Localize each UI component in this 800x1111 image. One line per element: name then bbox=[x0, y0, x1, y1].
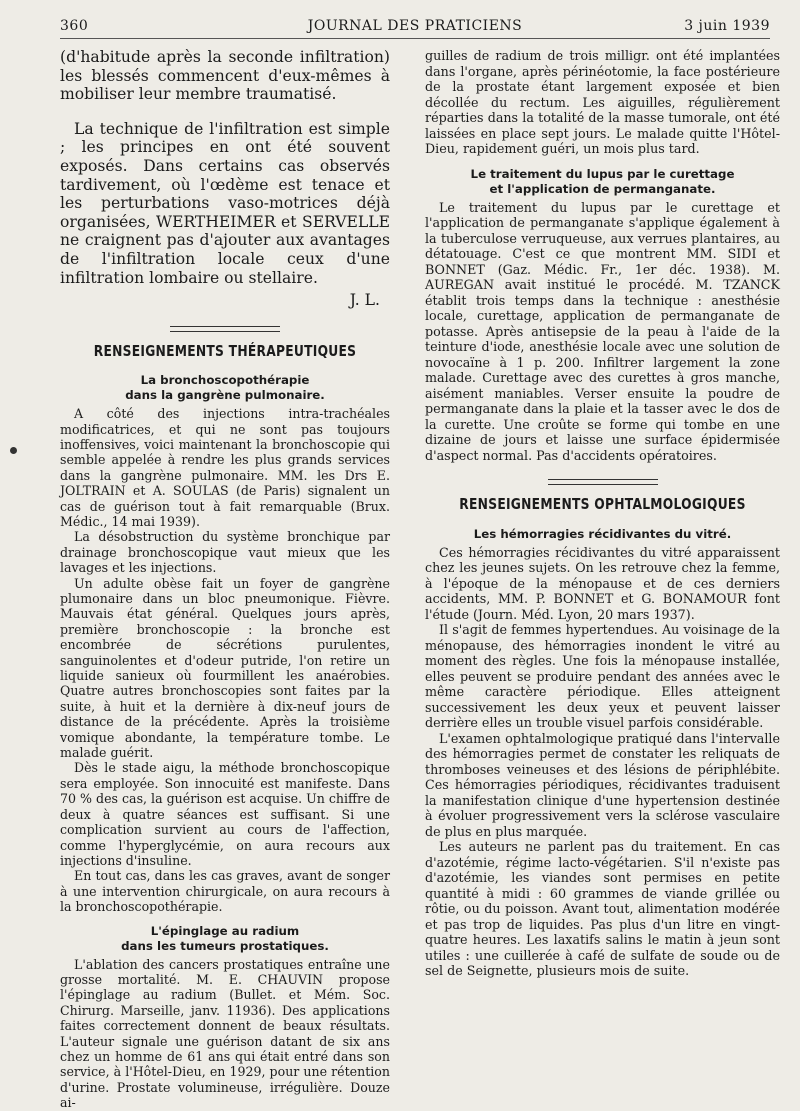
article-paragraph: Les auteurs ne parlent pas du traitement. En cas d'azotémie, régime lacto-végétarien. S'il n'existe pas d'azotémie, les viandes sont permises en petite quantité à midi : 60 grammes de viande grillée ou rôtie, ou du poisson. Avant tout, alimentation modérée et pas trop de liquides. Pas plus d'un litre en vingt-quatre heures. Les laxatifs salins le matin à jeun sont utiles : une cuillerée à café de sulfate de soude ou de sel de Seignette, plusieurs mois de suite. bbox=[425, 839, 780, 978]
article-title-line: et l'application de permanganate. bbox=[489, 181, 716, 196]
article-title-epinglage bbox=[60, 924, 390, 954]
section-title-therapeutiques: RENSEIGNEMENTS THÉRAPEUTIQUES bbox=[93, 341, 357, 360]
page-number: 360 bbox=[60, 18, 89, 34]
header-rule bbox=[60, 38, 770, 39]
page-header bbox=[60, 14, 770, 36]
left-column bbox=[60, 48, 390, 1111]
intro-paragraph: (d'habitude après la seconde infiltration) les blessés commencent d'eux-mêmes à mobiliser leur membre traumatisé. bbox=[60, 48, 390, 104]
technique-paragraph: La technique de l'infiltration est simple ; les principes en ont été souvent exposés. Dans certains cas observés tardivement, où l'œdème est tenace et les perturbations vaso-motrices déjà organisées, WERTHEIMER et SERVELLE ne craignent pas d'ajouter aux avantages de l'infiltration locale ceux d'une infiltration lombaire ou stellaire. bbox=[60, 119, 390, 287]
right-column bbox=[425, 48, 780, 979]
article-title-line: dans la gangrène pulmonaire. bbox=[125, 388, 325, 403]
section-divider bbox=[170, 326, 280, 332]
article-paragraph: L'examen ophtalmologique pratiqué dans l'intervalle des hémorragies permet de constater les reliquats de thromboses veineuses et des lésions de périphlébite. Ces hémorragies périodiques, récidivantes traduisent la manifestation clinique d'une hypertension destinée à évoluer progressivement vers la sclérose vasculaire de plus en plus marquée. bbox=[425, 730, 780, 839]
article-title-line: La bronchoscopothérapie bbox=[140, 373, 310, 388]
section-title-ophtalmologiques: RENSEIGNEMENTS OPHTALMOLOGIQUES bbox=[459, 495, 746, 513]
article-paragraph: Dès le stade aigu, la méthode bronchoscopique sera employée. Son innocuité est manifeste. Dans 70 % des cas, la guérison est acquise. Un chiffre de deux à quatre séances est suffisant. Si une complication survient au cours de l'affection, comme l'hyperglycémie, on aura recours aux injections d'insuline. bbox=[60, 760, 390, 868]
article-paragraph: A côté des injections intra-trachéales modificatrices, et qui ne sont pas toujours inoffensives, voici maintenant la bronchoscopie qui semble appelée à rendre les plus grands services dans la gangrène pulmonaire. MM. les Drs E. JOLTRAIN et A. SOULAS (de Paris) signalent un cas de guérison tout à fait remarquable (Brux. Médic., 14 mai 1939). bbox=[60, 406, 390, 529]
article-title-hemorragies: Les hémorragies récidivantes du vitré. bbox=[473, 526, 732, 541]
author-signature: J. L. bbox=[349, 291, 380, 310]
article-paragraph: Ces hémorragies récidivantes du vitré apparaissent chez les jeunes sujets. On les retrouve chez la femme, à l'époque de la ménopause et de ces derniers accidents, MM. P. BONNET et G. BONAMOUR font l'étude (Journ. Méd. Lyon, 20 mars 1937). bbox=[425, 544, 780, 622]
article-paragraph: L'ablation des cancers prostatiques entraîne une grosse mortalité. M. E. CHAUVIN propose l'épinglage au radium (Bullet. et Mém. Soc. Chirurg. Marseille, janv. 11936). Des applications faites correctement donnent de beaux résultats. L'auteur signale une guérison datant de six ans chez un homme de 61 ans qui était entré dans son service, à l'Hôtel-Dieu, en 1929, pour une rétention d'urine. Prostate volumineuse, irrégulière. Douze ai- bbox=[60, 956, 390, 1111]
article-paragraph: La désobstruction du système bronchique par drainage bronchoscopique vaut mieux que les lavages et les injections. bbox=[60, 529, 390, 576]
ink-spot bbox=[10, 447, 17, 454]
article-paragraph: En tout cas, dans les cas graves, avant de songer à une intervention chirurgicale, on aura recours à la bronchoscopothérapie. bbox=[60, 868, 390, 915]
article-paragraph: Le traitement du lupus par le curettage et l'application de permanganate s'applique également à la tuberculose verruqueuse, aux verrues plantaires, au détatouage. C'est ce que montrent MM. SIDI et BONNET (Gaz. Médic. Fr., 1er déc. 1938). M. AUREGAN avait institué le procédé. M. TZANCK établit trois temps dans la technique : anesthésie locale, curettage, application de permanganate de potasse. Après antisepsie de la peau à l'aide de la teinture d'iode, anesthésie locale avec une solution de novocaïne à 1 p. 200. Infiltrer largement la zone malade. Curettage avec des curettes à gros manche, aisément maniables. Verser ensuite la poudre de permanganate dans la plaie et la tasser avec le dos de la curette. Une croûte se forme qui tombe en une dizaine de jours et laisse une surface épidermisée d'aspect normal. Pas d'accidents opératoires. bbox=[425, 199, 780, 463]
continuation-paragraph: guilles de radium de trois milligr. ont été implantées dans l'organe, après périnéotomie, la face postérieure de la prostate étant largement exposée et bien décollée du rectum. Les aiguilles, régulièrement réparties dans la totalité de la masse tumorale, ont été laissées en place sept jours. Le malade quitte l'Hôtel-Dieu, rapidement guéri, un mois plus tard. bbox=[425, 48, 780, 156]
article-title-line: Le traitement du lupus par le curettage bbox=[470, 166, 735, 181]
article-title-line: dans les tumeurs prostatiques. bbox=[121, 938, 329, 953]
article-title-lupus bbox=[425, 167, 780, 197]
article-paragraph: Il s'agit de femmes hypertendues. Au voisinage de la ménopause, des hémorragies inondent le vitré au moment des règles. Une fois la ménopause installée, elles peuvent se produire pendant des années avec le même caractère périodique. Elles atteignent successivement les deux yeux et peuvent laisser derrière elles un trouble visuel parfois considérable. bbox=[425, 622, 780, 730]
journal-title: JOURNAL DES PRATICIENS bbox=[307, 18, 523, 34]
article-paragraph: Un adulte obèse fait un foyer de gangrène plumonaire dans un bloc pneumonique. Fièvre. Mauvais état général. Quelques jours après, première bronchoscopie : la bronche est encombrée de sécrétions purulentes, sanguinolentes et d'odeur putride, l'on retire un liquide sanieux où fourmillent les anaérobies. Quatre autres bronchoscopies sont faites par la suite, à huit et la dernière à dix-neuf jours de distance de la précédente. Après la troisième vomique abondante, la température tombe. Le malade guérit. bbox=[60, 575, 390, 761]
article-title-line: L'épinglage au radium bbox=[150, 923, 300, 938]
section-divider bbox=[548, 479, 658, 485]
issue-date: 3 juin 1939 bbox=[684, 18, 770, 34]
article-title-bronchoscopotherapie bbox=[60, 373, 390, 403]
